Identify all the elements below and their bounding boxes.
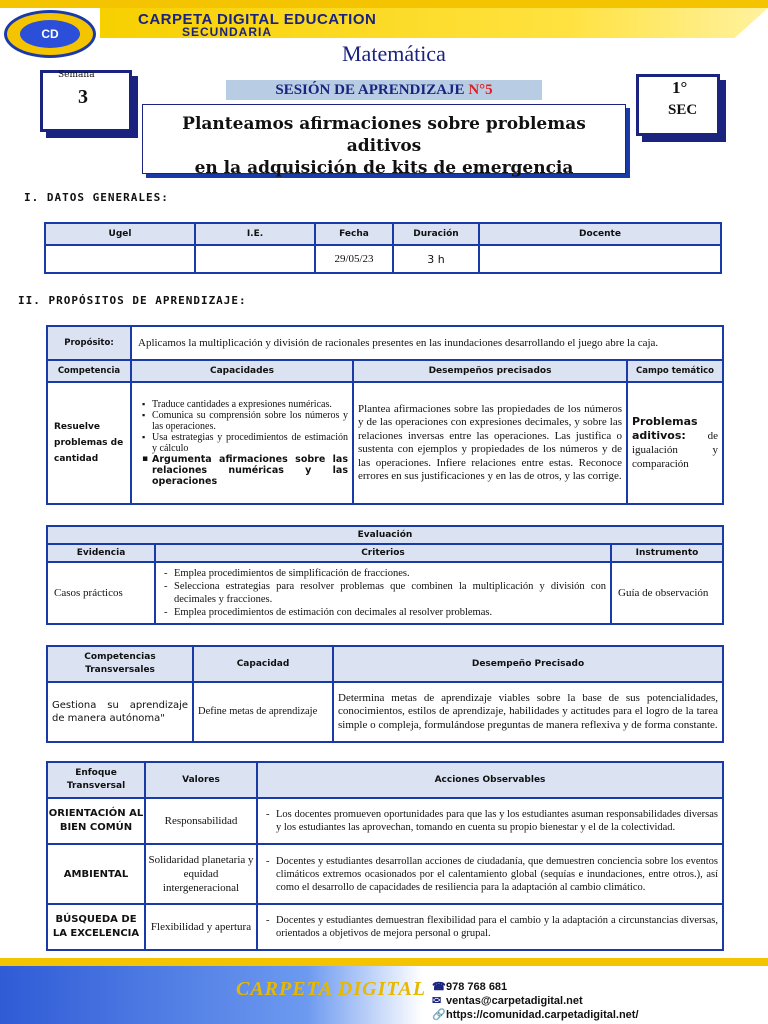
capacidad-item: ▪ Argumenta afirmaciones sobre las relaciones numéricas y las operaciones xyxy=(142,454,348,487)
session-title-box xyxy=(142,104,626,178)
criterios-cell xyxy=(156,563,610,623)
datos-table xyxy=(44,222,722,274)
subject-title: Matemática xyxy=(342,41,446,66)
brand-title: CARPETA DIGITAL EDUCATION xyxy=(138,11,377,28)
footer-logo: CARPETA DIGITAL xyxy=(236,978,427,1000)
semana-number: 3 xyxy=(78,86,88,108)
transversal-competencia: Gestiona su aprendizaje de manera autónoma" xyxy=(48,683,192,741)
enfoque-valor: Flexibilidad y apertura xyxy=(146,905,256,949)
header-competencias-transversales: Competencias Transversales xyxy=(48,647,192,681)
enfoque-accion: - Los docentes promueven oportunidades para que las y los estudiantes asuman responsabilidades diversas y los estudiantes las aprovechan, tomando en cuenta su propio bienestar y el de la colectividad. xyxy=(262,808,718,834)
campo-tematico-bold: Problemas aditivos: xyxy=(632,415,698,442)
evidencia-value: Casos prácticos xyxy=(48,563,154,623)
datos-header-docente: Docente xyxy=(480,224,720,244)
link-icon: 🔗 xyxy=(432,1009,446,1021)
criterio-item: - Emplea procedimientos de simplificación de fracciones. xyxy=(160,567,606,580)
session-title-line1: Planteamos afirmaciones sobre problemas aditivos xyxy=(182,114,586,156)
datos-header-fecha: Fecha xyxy=(316,224,392,244)
enfoque-name: AMBIENTAL xyxy=(48,845,144,903)
header-desempenos: Desempeños precisados xyxy=(354,361,626,381)
proposito-text: Aplicamos la multiplicación y división de racionales presentes en las inundaciones desarrollando el juego abre la caja. xyxy=(132,327,722,359)
header-capacidades: Capacidades xyxy=(132,361,352,381)
header-acciones: Acciones Observables xyxy=(258,763,722,797)
header-criterios: Criterios xyxy=(156,545,610,561)
datos-value-ie xyxy=(196,246,314,272)
header-competencia: Competencia xyxy=(48,361,130,381)
enfoque-accion-cell xyxy=(258,799,722,843)
session-banner xyxy=(226,80,542,100)
semana-label: Semana xyxy=(58,70,95,80)
datos-value-duracion: 3 h xyxy=(394,246,478,272)
phone-icon: ☎ xyxy=(432,981,446,993)
proposito-label: Propósito: xyxy=(48,327,130,359)
propositos-heading: II. PROPÓSITOS DE APRENDIZAJE: xyxy=(18,294,247,307)
datos-header-ie: I.E. xyxy=(196,224,314,244)
evaluacion-title: Evaluación xyxy=(48,527,722,543)
footer-email[interactable] xyxy=(432,994,583,1007)
enfoques-table xyxy=(46,761,724,951)
session-number: N°5 xyxy=(468,82,493,98)
desempeno-value: Plantea afirmaciones sobre las propiedades de los números y de las operaciones con expresiones decimales, y sobre las relaciones inversas entre las operaciones. Las justifica o sustenta con ejemplos y propiedades de los números y de las operaciones. Infiere relaciones entre estas. Reconoce errores en sus justificaciones y en las de otros, y las corrige. xyxy=(354,383,626,503)
criterio-item: - Selecciona estrategias para resolver problemas que combinen la multiplicación y división con decimales y fracciones. xyxy=(160,580,606,606)
campo-tematico-cell xyxy=(628,383,722,503)
datos-value-fecha: 29/05/23 xyxy=(316,246,392,272)
transversal-desempeno: Determina metas de aprendizaje viables sobre la base de sus potencialidades, conocimientos, estilos de aprendizaje, habilidades y actitudes para el logro de la tarea simple o compleja, formulándose preguntas de manera reflexiva y de forma constante. xyxy=(334,683,722,741)
header-capacidad: Capacidad xyxy=(194,647,332,681)
campo-tematico-text: de igualación y comparación xyxy=(632,430,718,470)
brand-subtitle: SECUNDARIA xyxy=(182,25,273,39)
enfoque-accion: - Docentes y estudiantes demuestran flexibilidad para el cambio y la adaptación a circunstancias diversas, orientados a objetivos de mejora personal o grupal. xyxy=(262,914,718,940)
enfoque-name: ORIENTACIÓN AL BIEN COMÚN xyxy=(48,799,144,843)
grado-number: 1° xyxy=(672,78,688,97)
header-desempeno-precisado: Desempeño Precisado xyxy=(334,647,722,681)
mail-icon: ✉ xyxy=(432,995,442,1007)
header-campo-tematico: Campo temático xyxy=(628,361,722,381)
footer-url-text[interactable]: https://comunidad.carpetadigital.net/ xyxy=(446,1009,639,1021)
session-title-line2: en la adquisición de kits de emergencia xyxy=(194,158,574,178)
enfoque-valor: Responsabilidad xyxy=(146,799,256,843)
header-top-band xyxy=(0,0,768,8)
competencia-value: Resuelve problemas de cantidad xyxy=(48,383,130,503)
enfoque-name: BÚSQUEDA DE LA EXCELENCIA xyxy=(48,905,144,949)
header-instrumento: Instrumento xyxy=(612,545,722,561)
session-label: SESIÓN DE APRENDIZAJE xyxy=(275,82,465,98)
transversal-capacidad: Define metas de aprendizaje xyxy=(194,683,332,741)
capacidades-cell xyxy=(132,383,352,503)
header-enfoque: Enfoque Transversal xyxy=(48,763,144,797)
capacidades-list xyxy=(132,399,348,487)
header-valores: Valores xyxy=(146,763,256,797)
datos-heading: I. DATOS GENERALES: xyxy=(24,191,169,204)
footer-email-text[interactable]: ventas@carpetadigital.net xyxy=(446,995,583,1007)
criterio-item: - Emplea procedimientos de estimación con decimales al resolver problemas. xyxy=(160,606,606,619)
datos-header-ugel: Ugel xyxy=(46,224,194,244)
enfoque-accion: - Docentes y estudiantes desarrollan acciones de ciudadanía, que demuestren conciencia sobre los eventos climáticos extremos ocasionados por el calentamiento global (sequías e inundaciones, entre otros.), así como el desarrollo de capacidades de resiliencia para la adaptación al cambio climático. xyxy=(262,855,718,894)
footer-url[interactable] xyxy=(432,1008,639,1021)
capacidad-item: ▪ Traduce cantidades a expresiones numéricas. xyxy=(142,399,348,410)
transversales-table xyxy=(46,645,724,743)
footer-phone-text: 978 768 681 xyxy=(446,981,508,993)
footer-phone xyxy=(432,980,507,993)
evaluacion-table xyxy=(46,525,724,625)
propositos-table xyxy=(46,325,724,505)
enfoque-accion-cell xyxy=(258,845,722,903)
instrumento-value: Guía de observación xyxy=(612,563,722,623)
datos-value-ugel xyxy=(46,246,194,272)
enfoque-valor: Solidaridad planetaria y equidad intergeneracional xyxy=(146,845,256,903)
header-evidencia: Evidencia xyxy=(48,545,154,561)
grado-label: SEC xyxy=(668,102,698,118)
enfoque-accion-cell xyxy=(258,905,722,949)
datos-value-docente xyxy=(480,246,720,272)
capacidad-item: ▪ Usa estrategias y procedimientos de estimación y cálculo xyxy=(142,432,348,454)
datos-header-duracion: Duración xyxy=(394,224,478,244)
logo-text: CD xyxy=(20,20,80,48)
criterios-list xyxy=(160,567,606,619)
capacidad-item: ▪ Comunica su comprensión sobre los números y las operaciones. xyxy=(142,410,348,432)
brand-logo xyxy=(4,10,96,58)
